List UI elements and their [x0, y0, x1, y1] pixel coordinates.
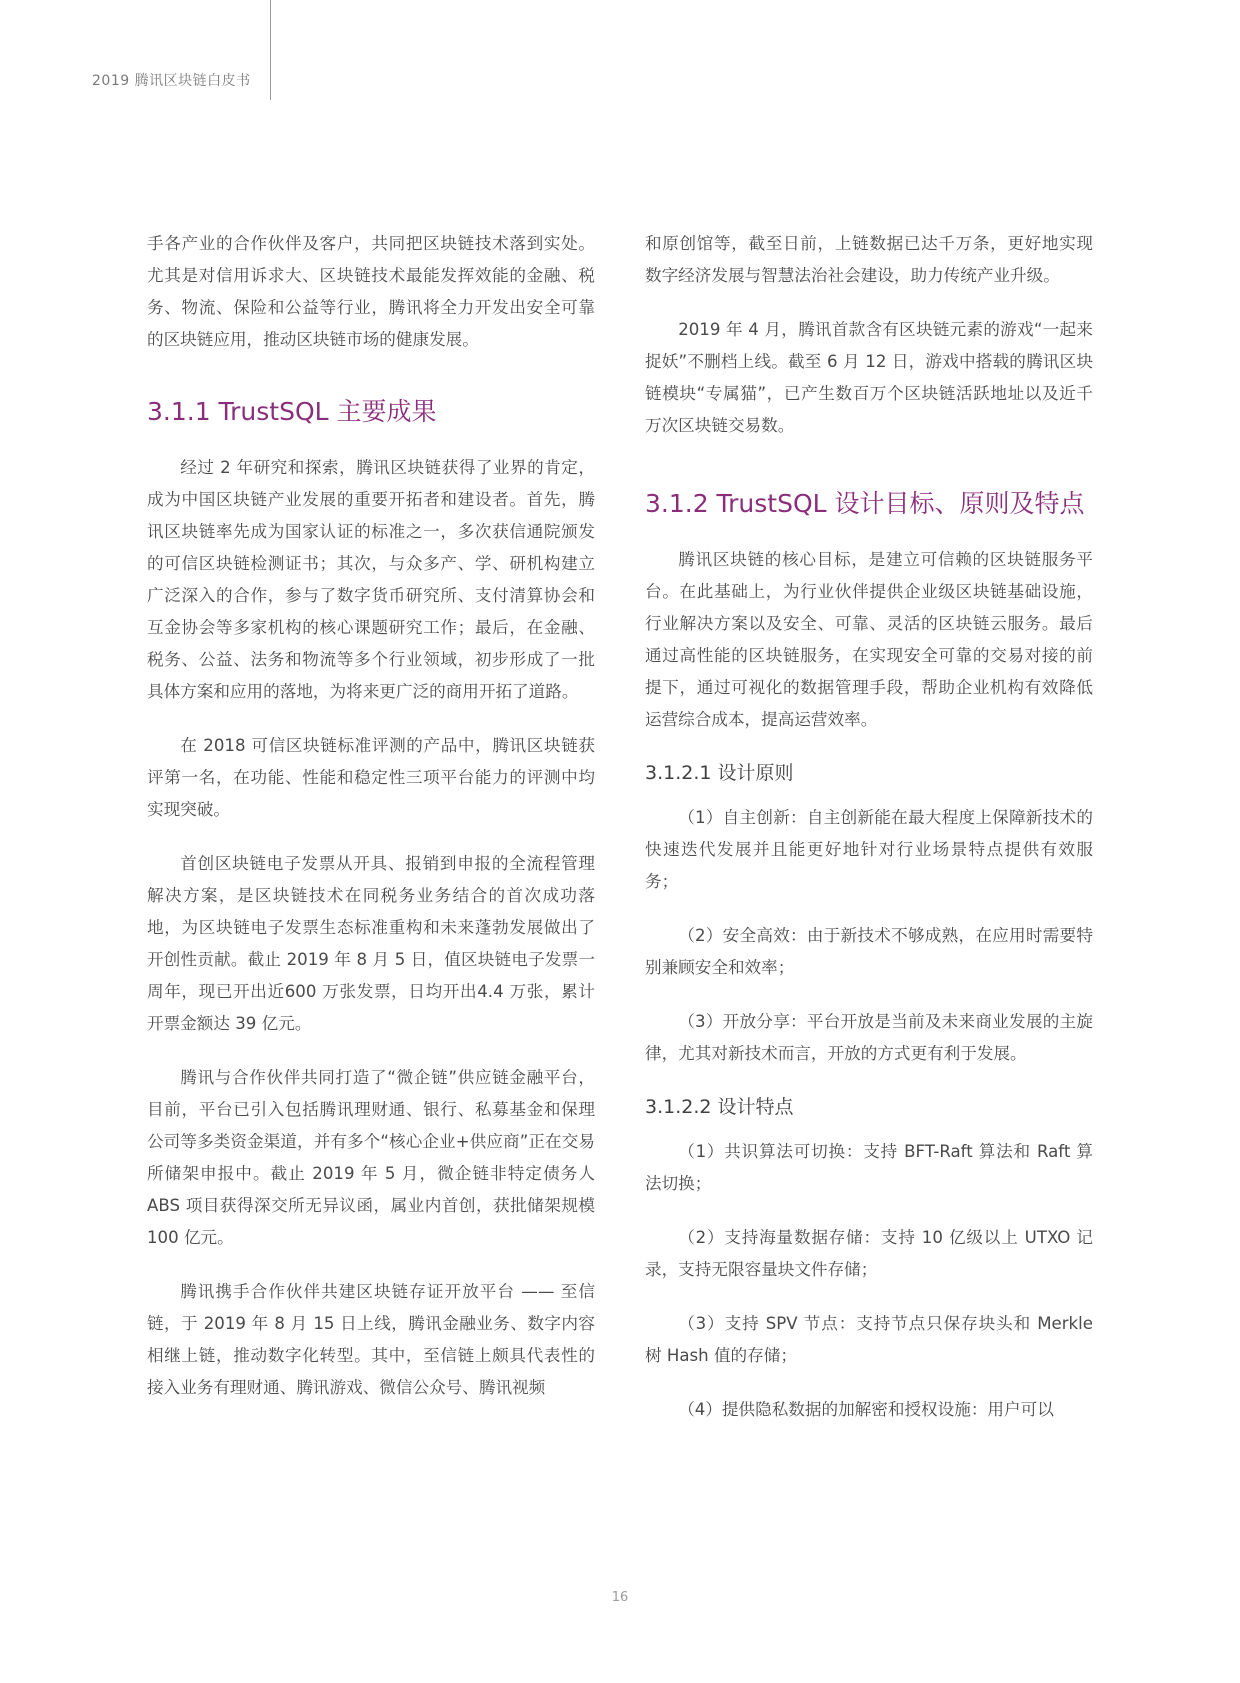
evaluation-paragraph: 在 2018 可信区块链标准评测的产品中，腾讯区块链获评第一名，在功能、性能和稳定性三项平台能力的评测中均实现突破。 — [147, 736, 595, 819]
feature-item: （3）支持 SPV 节点：支持节点只保存块头和 Merkle 树 Hash 值的存储； — [645, 1314, 1093, 1365]
evidence-platform-paragraph: 腾讯携手合作伙伴共建区块链存证开放平台 —— 至信链，于 2019 年 8 月 15 日上线，腾讯金融业务、数字内容相继上链，推动数字化转型。其中，至信链上颇具代表性的接入业务有理财通、腾讯游戏、微信公众号、腾讯视频 — [147, 1282, 595, 1397]
right-column — [645, 228, 1093, 1448]
feature-item: （1）共识算法可切换：支持 BFT-Raft 算法和 Raft 算法切换； — [645, 1142, 1093, 1193]
running-header-title: 2019 腾讯区块链白皮书 — [92, 73, 251, 89]
intro-paragraph: 手各产业的合作伙伴及客户，共同把区块链技术落到实处。尤其是对信用诉求大、区块链技术最能发挥效能的金融、税务、物流、保险和公益等行业，腾讯将全力开发出安全可靠的区块链应用，推动区块链市场的健康发展。 — [147, 234, 595, 349]
section-heading-3-1-2: 3.1.2 TrustSQL 设计目标、原则及特点 — [645, 489, 1085, 518]
header-divider-line — [270, 0, 271, 100]
subsection-heading-design-principles: 3.1.2.1 设计原则 — [645, 762, 794, 784]
feature-item: （4）提供隐私数据的加解密和授权设施：用户可以 — [678, 1400, 1054, 1419]
game-paragraph: 2019 年 4 月，腾讯首款含有区块链元素的游戏“一起来捉妖”不删档上线。截至 6 月 12 日，游戏中搭载的腾讯区块链模块“专属猫”，已产生数百万个区块链活跃地址以及近千万次区块链交易数。 — [645, 320, 1093, 435]
core-goal-paragraph: 腾讯区块链的核心目标，是建立可信赖的区块链服务平台。在此基础上，为行业伙伴提供企业级区块链基础设施，行业解决方案以及安全、可靠、灵活的区块链云服务。最后通过高性能的区块链服务，在实现安全可靠的交易对接的前提下，通过可视化的数据管理手段，帮助企业机构有效降低运营综合成本，提高运营效率。 — [645, 550, 1093, 729]
left-column — [147, 228, 595, 1426]
section-heading-3-1-1: 3.1.1 TrustSQL 主要成果 — [147, 397, 437, 426]
achievements-paragraph: 经过 2 年研究和探索，腾讯区块链获得了业界的肯定，成为中国区块链产业发展的重要开拓者和建设者。首先，腾讯区块链率先成为国家认证的标准之一，多次获信通院颁发的可信区块链检测证书；其次，与众多产、学、研机构建立广泛深入的合作，参与了数字货币研究所、支付清算协会和互金协会等多家机构的核心课题研究工作；最后，在金融、税务、公益、法务和物流等多个行业领域，初步形成了一批具体方案和应用的落地，为将来更广泛的商用开拓了道路。 — [147, 458, 595, 701]
page-number: 16 — [611, 1590, 629, 1605]
feature-item: （2）支持海量数据存储：支持 10 亿级以上 UTXO 记录，支持无限容量块文件存储； — [645, 1228, 1093, 1279]
principle-item: （2）安全高效：由于新技术不够成熟，在应用时需要特别兼顾安全和效率； — [645, 926, 1093, 977]
e-invoice-paragraph: 首创区块链电子发票从开具、报销到申报的全流程管理解决方案，是区块链技术在同税务业务结合的首次成功落地，为区块链电子发票生态标准重构和未来蓬勃发展做出了开创性贡献。截止 2019 年 8 月 5 日，值区块链电子发票一周年，现已开出近600 万张发票，日均开出4.4 万张，累计开票金额达 39 亿元。 — [147, 854, 595, 1033]
principle-item: （3）开放分享：平台开放是当前及未来商业发展的主旋律，尤其对新技术而言，开放的方式更有利于发展。 — [645, 1012, 1093, 1063]
principle-item: （1）自主创新：自主创新能在最大程度上保障新技术的快速迭代发展并且能更好地针对行业场景特点提供有效服务； — [645, 808, 1093, 891]
continuation-paragraph: 和原创馆等，截至日前，上链数据已达千万条，更好地实现数字经济发展与智慧法治社会建设，助力传统产业升级。 — [645, 234, 1093, 285]
subsection-heading-design-features: 3.1.2.2 设计特点 — [645, 1096, 794, 1118]
supply-chain-paragraph: 腾讯与合作伙伴共同打造了“微企链”供应链金融平台，目前，平台已引入包括腾讯理财通、银行、私募基金和保理公司等多类资金渠道，并有多个“核心企业+供应商”正在交易所储架申报中。截止 2019 年 5 月，微企链非特定债务人 ABS 项目获得深交所无异议函，属业内首创，获批储架规模 100 亿元。 — [147, 1068, 595, 1247]
